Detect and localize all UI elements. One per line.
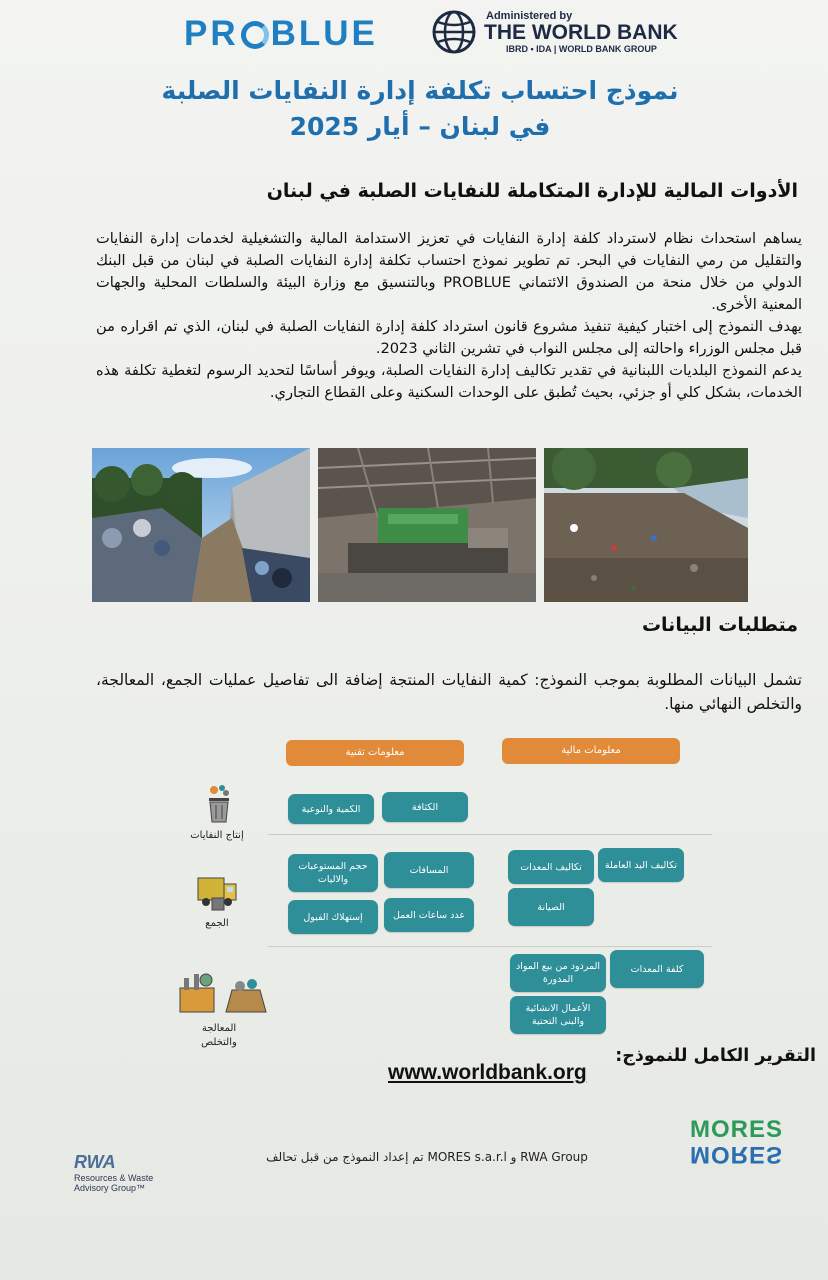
full-report-label: التقرير الكامل للنموذج: [615,1046,816,1066]
box-recycling-revenue [510,954,606,992]
section1-paragraph-1: يساهم استحداث نظام لاسترداد كلفة إدارة النفايات في تعزيز الاستدامة المالية والتشغيلية لخدمات إدارة النفايات والتقليل من رمي النفايات في البحر. تم تطوير نموذج احتساب تكلفة إدارة النفايات الصلبة في لبنان من قبل البنك الدولي من خلال منحة من الصندوق الائتماني PROBLUE وبالتنسيق مع وزارة البيئة والسلطات المحلية والجهات المعنية الأخرى. [96,230,802,313]
mores-logo [690,1116,784,1168]
problue-o-icon [241,21,269,49]
photo-strip [92,448,748,602]
section1-text [96,228,802,404]
box-container-volume-line2: والاليات [317,874,349,885]
box-equipment-costs: تكاليف المعدات [508,850,594,884]
header-financial-info: معلومات مالية [502,738,680,764]
photo-beach-waste [544,448,748,602]
wb-administered-text: Administered by [486,10,573,22]
problue-logo [184,14,378,54]
report-link[interactable]: www.worldbank.org [388,1061,587,1084]
box-construction-works-line1: الأعمال الانشائية [525,1003,591,1014]
data-requirements-diagram [168,734,728,1064]
section1-paragraph-3: يدعم النموذج البلديات اللبنانية في تقدير تكاليف إدارة النفايات الصلبة، ويوفر أساسًا لتحديد الرسوم لتغطية تكلفة هذه الخدمات، بشكل كلي أو جزئي، بحيث تُطبق على الوحدات السكنية وعلى القطاع التجاري. [96,362,802,401]
rwa-logo-mark: RWA [74,1152,116,1172]
rwa-logo-line1: Resources & Waste [74,1173,154,1183]
box-construction-works-line2: والبنى التحتية [531,1016,585,1027]
section2-text [96,668,802,716]
box-container-volume-line1: حجم المستوعبات [298,861,368,872]
section-heading-financial-tools: الأدوات المالية للإدارة المتكاملة للنفايات الصلبة في لبنان [266,180,798,202]
garbage-truck-icon [196,872,240,912]
world-bank-logo [432,10,678,54]
category-label-generation: إنتاج النفايات [190,830,244,841]
photo-roadside-waste [92,448,310,602]
prepared-by-text: تم إعداد النموذج من قبل تحالف MORES s.a.r.l و RWA Group [266,1150,588,1164]
box-maintenance: الصيانة [508,888,594,926]
wb-sub-text: IBRD • IDA | WORLD BANK GROUP [506,44,657,54]
mores-logo-text: MORES [690,1116,784,1143]
divider-row-2 [268,946,712,947]
section2-paragraph-1: تشمل البيانات المطلوبة بموجب النموذج: كمية النفايات المنتجة إضافة الى تفاصيل عمليات الجمع، المعالجة، والتخلص النهائي منها. [96,671,802,713]
globe-icon [432,10,476,54]
category-label-collection: الجمع [205,918,229,929]
category-label-treatment [174,1022,264,1050]
mores-logo-reflection: MORES [690,1141,784,1168]
box-labor-costs: تكاليف اليد العاملة [598,848,684,882]
rwa-logo [74,1152,153,1193]
box-recycling-revenue-line1: المردود من بيع المواد [515,961,601,972]
page-title-line2: في لبنان – أيار 2025 [289,112,551,141]
divider-row-1 [268,834,712,835]
section1-paragraph-2: يهدف النموذج إلى اختبار كيفية تنفيذ مشروع قانون استرداد كلفة إدارة النفايات الصلبة في لبنان، الذي تم اقراره من قبل مجلس الوزراء واحالته إلى مجلس النواب في تشرين الثاني 2023. [96,318,802,357]
page-title-line1: نموذج احتساب تكلفة إدارة النفايات الصلبة [161,76,679,105]
box-density: الكثافة [382,792,468,822]
box-working-hours: عدد ساعات العمل [384,898,474,932]
section-heading-data-requirements: متطلبات البيانات [641,614,798,636]
rwa-logo-line2: Advisory Group™ [74,1183,146,1193]
problue-logo-suffix: BLUE [270,14,378,53]
category-label-treatment-line1: المعالجة [201,1023,237,1034]
box-recycling-revenue-line2: المدورة [542,974,574,985]
box-distances: المسافات [384,852,474,888]
box-construction-works [510,996,606,1034]
category-label-treatment-line2: والتخلص [201,1037,237,1048]
box-equipment-cost-treatment: كلفة المعدات [610,950,704,988]
waste-bin-icon [204,784,234,824]
photo-sorting-facility [318,448,536,602]
box-fuel-consumption: إستهلاك الفيول [288,900,378,934]
wb-name-text: THE WORLD BANK [484,21,678,44]
header-technical-info: معلومات تقنية [286,740,464,766]
treatment-facility-icon [176,970,268,1016]
box-quantity-quality: الكمية والنوعية [288,794,374,824]
box-container-volume [288,854,378,892]
problue-logo-prefix: PR [184,14,239,53]
